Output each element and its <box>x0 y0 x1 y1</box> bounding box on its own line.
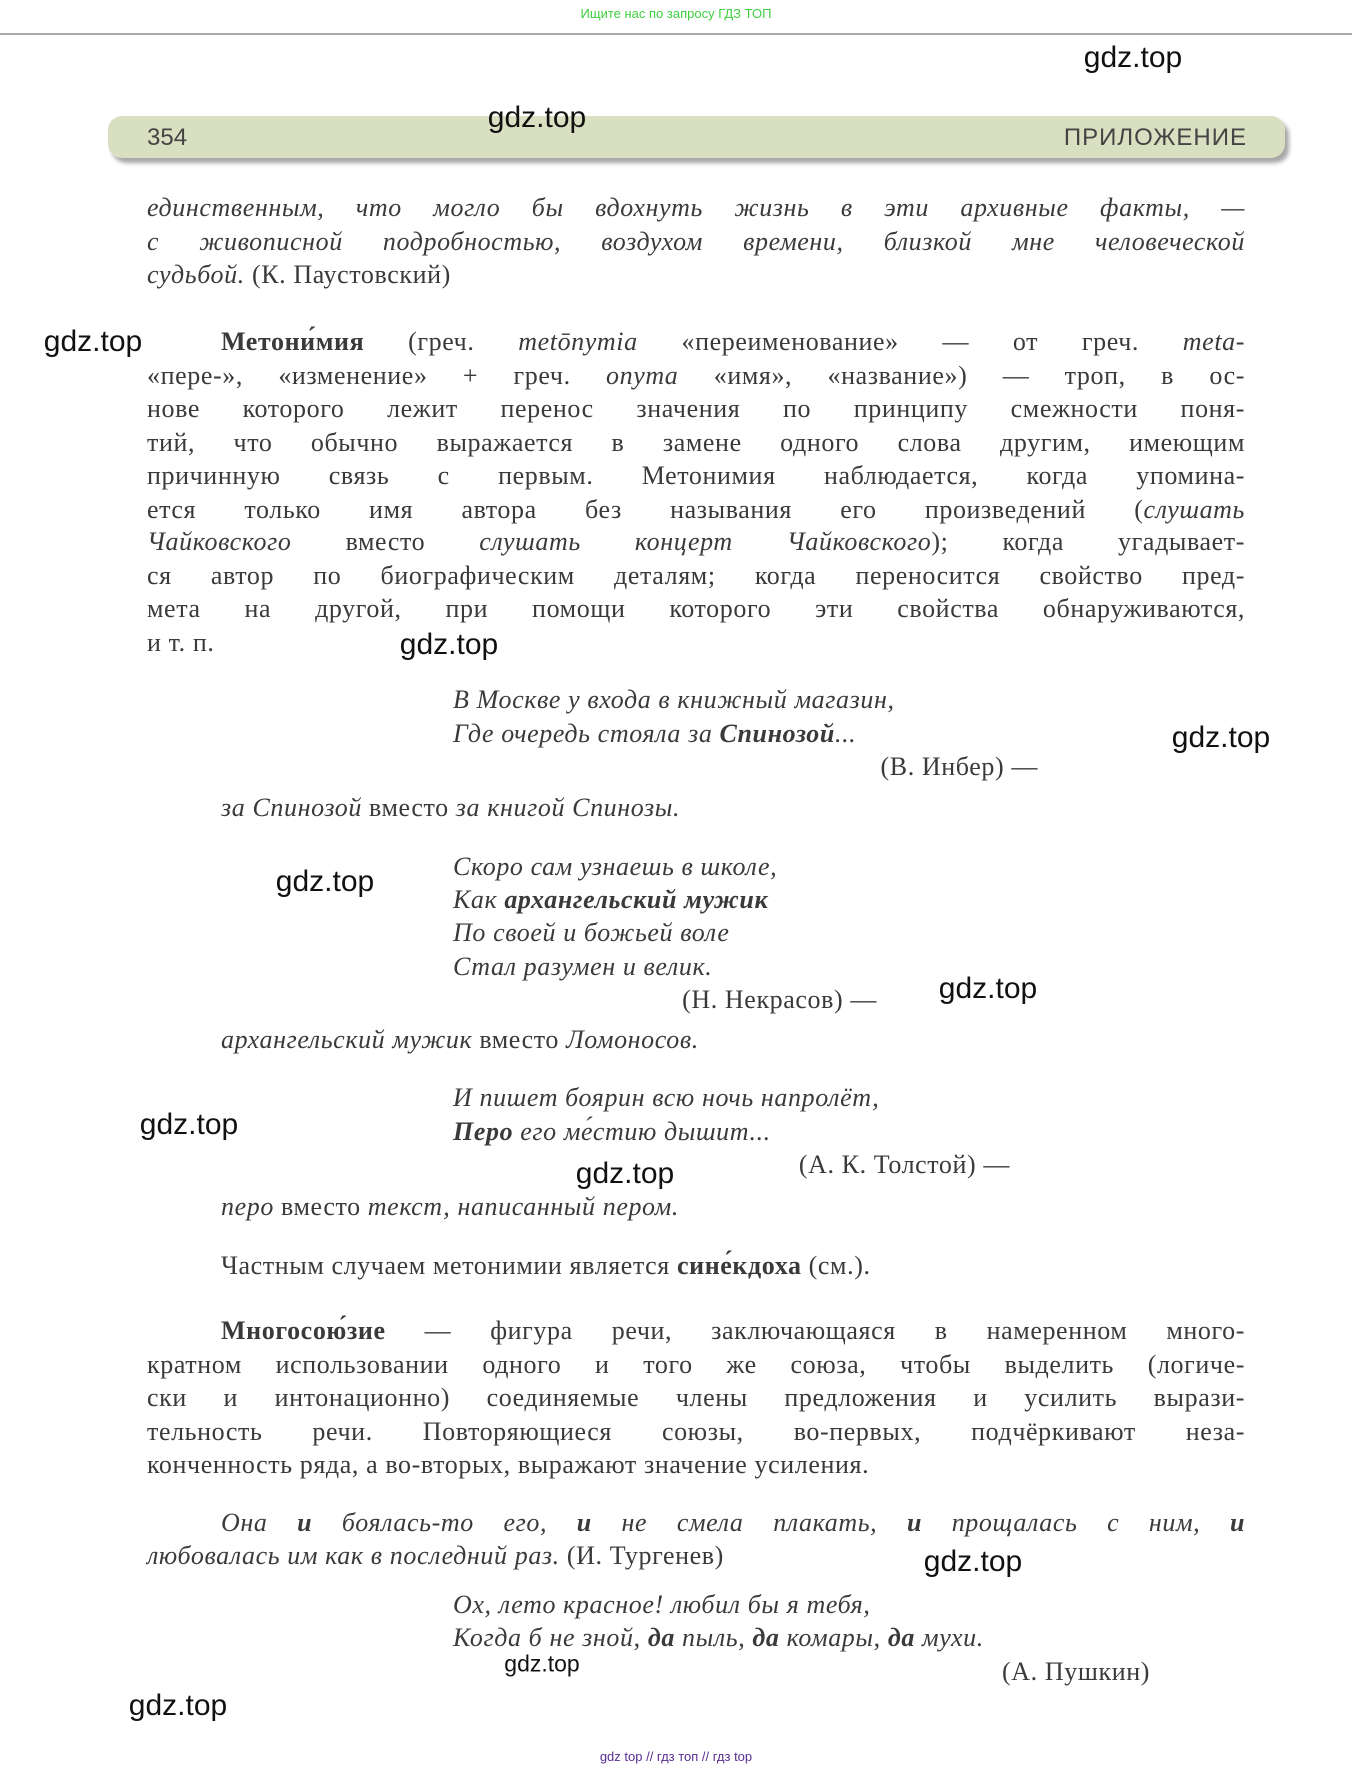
text-segment: перо <box>221 1192 274 1221</box>
text-segment: единственным, что могло бы вдохнуть жизнь в эти архивные факты, — <box>147 193 1245 222</box>
text-segment: (В. Инбер) — <box>880 752 1038 781</box>
text-segment: Стал разумен и велик. <box>453 952 713 981</box>
divider <box>0 33 1352 35</box>
text-line <box>147 461 1245 491</box>
text-segment: любовалась им как в последний раз. <box>147 1541 560 1570</box>
section-title: ПРИЛОЖЕНИЕ <box>1063 124 1247 151</box>
text-line <box>881 752 1038 782</box>
text-segment: «пере-», «изменение» + греч. <box>147 361 607 390</box>
text-segment: Частным случаем метонимии является <box>221 1251 677 1280</box>
text-segment: (К. Паустовский) <box>244 260 451 289</box>
watermark: gdz.top <box>575 1157 675 1190</box>
text-segment: (см.). <box>801 1251 871 1280</box>
text-segment: кратном использовании одного и того же союза, чтобы выделить (логиче- <box>147 1350 1245 1379</box>
text-segment: вместо <box>361 793 456 822</box>
text-segment: (греч. <box>364 327 519 356</box>
text-segment: (И. Тургенев) <box>559 1541 724 1570</box>
text-segment: конченность ряда, а во-вторых, выражают значение усиления. <box>147 1450 870 1479</box>
text-segment: пыль, <box>674 1623 753 1652</box>
text-segment: ся автор по биографическим деталям; когда переносится свойство пред- <box>147 561 1245 590</box>
watermark: gdz.top <box>938 972 1038 1005</box>
footer-links[interactable]: gdz top // гдз топ // гдз top <box>599 1749 753 1764</box>
text-segment: и <box>1229 1508 1246 1537</box>
text-segment: сине́кдоха <box>676 1251 802 1280</box>
text-segment: тий, что обычно выражается в замене одного слова другим, имеющим <box>147 428 1245 457</box>
text-segment: Многосою́зие <box>221 1316 386 1345</box>
text-segment: metōnymia <box>518 327 638 356</box>
text-line <box>147 227 1245 257</box>
watermark: gdz.top <box>487 101 587 134</box>
watermark: gdz.top <box>923 1545 1023 1578</box>
text-line <box>147 1417 1245 1447</box>
text-line <box>453 1590 870 1620</box>
watermark: gdz.top <box>139 1108 239 1141</box>
text-line <box>147 561 1245 591</box>
text-segment: да <box>887 1623 915 1652</box>
text-line <box>147 628 214 658</box>
text-line <box>147 428 1245 458</box>
text-segment: мета на другой, при помощи которого эти свойства обнаруживаются, <box>147 594 1245 623</box>
text-segment: прощалась с ним, <box>922 1508 1230 1537</box>
watermark: gdz.top <box>1171 721 1271 754</box>
text-line <box>147 193 1245 223</box>
text-line <box>221 1508 1245 1538</box>
text-line <box>221 327 1245 357</box>
text-line <box>147 1350 1245 1380</box>
text-segment: и <box>906 1508 923 1537</box>
text-segment: (А. К. Толстой) — <box>798 1150 1010 1179</box>
text-segment: боялась-то его, <box>312 1508 577 1537</box>
text-segment: за Спинозой <box>221 793 362 822</box>
watermark: gdz.top <box>128 1689 228 1722</box>
text-line <box>1002 1657 1150 1687</box>
text-segment: за книгой Спинозы. <box>455 793 681 822</box>
text-segment: «переименование» — от греч. <box>637 327 1183 356</box>
text-segment: И пишет боярин всю ночь напролёт, <box>453 1083 880 1112</box>
text-segment: вместо <box>273 1192 368 1221</box>
text-segment: архангельский мужик <box>221 1025 473 1054</box>
text-line <box>453 918 729 948</box>
text-line <box>147 527 1245 557</box>
page-header-band <box>108 116 1285 158</box>
text-segment: мухи. <box>914 1623 984 1652</box>
text-segment: вместо <box>472 1025 567 1054</box>
text-line <box>147 1383 1245 1413</box>
watermark: gdz.top <box>504 1650 580 1677</box>
text-line <box>147 1450 869 1480</box>
text-segment: (Н. Некрасов) — <box>682 985 877 1014</box>
text-segment: его ме́стию дышит... <box>513 1117 771 1146</box>
text-segment: Ломоносов. <box>566 1025 699 1054</box>
text-segment: слушать <box>1143 495 1245 524</box>
text-segment: тельность речи. Повторяющиеся союзы, во-первых, подчёркивают неза- <box>147 1417 1245 1446</box>
text-line <box>147 1541 724 1571</box>
text-segment: и <box>576 1508 592 1537</box>
text-segment: ски и интонационно) соединяемые члены предложения и усилить вырази- <box>147 1383 1245 1412</box>
text-segment: и <box>297 1508 313 1537</box>
watermark: gdz.top <box>399 628 499 661</box>
watermark: gdz.top <box>275 865 375 898</box>
text-segment: По своей и божьей воле <box>453 918 730 947</box>
text-segment: (А. Пушкин) <box>1002 1657 1150 1686</box>
text-line <box>147 260 451 290</box>
text-segment: Перо <box>453 1117 514 1146</box>
text-segment: судьбой. <box>147 260 245 289</box>
watermark: gdz.top <box>1083 41 1183 74</box>
text-segment: Когда б не зной, <box>453 1623 648 1652</box>
text-segment: и т. п. <box>147 628 215 657</box>
text-segment: ется только имя автора без называния его произведений ( <box>147 495 1144 524</box>
text-segment: нове которого лежит перенос значения по принципу смежности поня- <box>147 394 1245 423</box>
text-segment: — фигура речи, заключающаяся в намеренном много- <box>385 1316 1245 1345</box>
page-number: 354 <box>147 124 188 151</box>
text-segment: вместо <box>291 527 480 556</box>
text-line <box>221 1025 699 1055</box>
text-segment: да <box>647 1623 675 1652</box>
text-segment: с живописной подробностью, воздухом времени, близкой мне человеческой <box>147 227 1245 256</box>
text-line <box>453 852 777 882</box>
text-line <box>453 885 768 915</box>
search-hint: Ищите нас по запросу ГДЗ ТОП <box>580 6 772 21</box>
text-line <box>221 1316 1245 1346</box>
text-segment: Скоро сам узнаешь в школе, <box>453 852 778 881</box>
text-segment: Как <box>453 885 505 914</box>
text-line <box>453 1117 771 1147</box>
text-segment: Метони́мия <box>221 327 365 356</box>
text-segment: да <box>752 1623 780 1652</box>
text-segment: архангельский мужик <box>504 885 769 914</box>
text-segment: комары, <box>779 1623 888 1652</box>
text-line <box>799 1150 1010 1180</box>
text-segment: Она <box>221 1508 298 1537</box>
text-segment: onyma <box>606 361 679 390</box>
text-line <box>147 495 1245 525</box>
text-segment: причинную связь с первым. Метонимия наблюдается, когда упомина- <box>147 461 1245 490</box>
text-line <box>221 1192 679 1222</box>
text-segment: не смела плакать, <box>591 1508 907 1537</box>
text-segment: Где очередь стояла за <box>453 719 720 748</box>
text-segment: слушать концерт Чайковского <box>479 527 932 556</box>
text-line <box>147 361 1245 391</box>
text-line <box>147 594 1245 624</box>
text-segment: ); когда угадывает- <box>931 527 1245 556</box>
text-segment: Спинозой <box>719 719 835 748</box>
text-segment: текст, написанный пером. <box>367 1192 679 1221</box>
text-line <box>221 793 680 823</box>
text-segment: ... <box>834 719 857 748</box>
text-line <box>221 1251 871 1281</box>
watermark: gdz.top <box>43 325 143 358</box>
text-line <box>453 1623 984 1653</box>
text-line <box>453 719 856 749</box>
text-line <box>453 685 895 715</box>
text-line <box>682 985 877 1015</box>
text-segment: Чайковского <box>147 527 292 556</box>
text-segment: «имя», «название») — троп, в ос- <box>678 361 1245 390</box>
text-line <box>453 952 712 982</box>
text-line <box>453 1083 879 1113</box>
text-segment: Ох, лето красное! любил бы я тебя, <box>453 1590 871 1619</box>
text-line <box>147 394 1245 424</box>
text-segment: meta- <box>1182 327 1245 356</box>
text-segment: В Москве у входа в книжный магазин, <box>453 685 895 714</box>
